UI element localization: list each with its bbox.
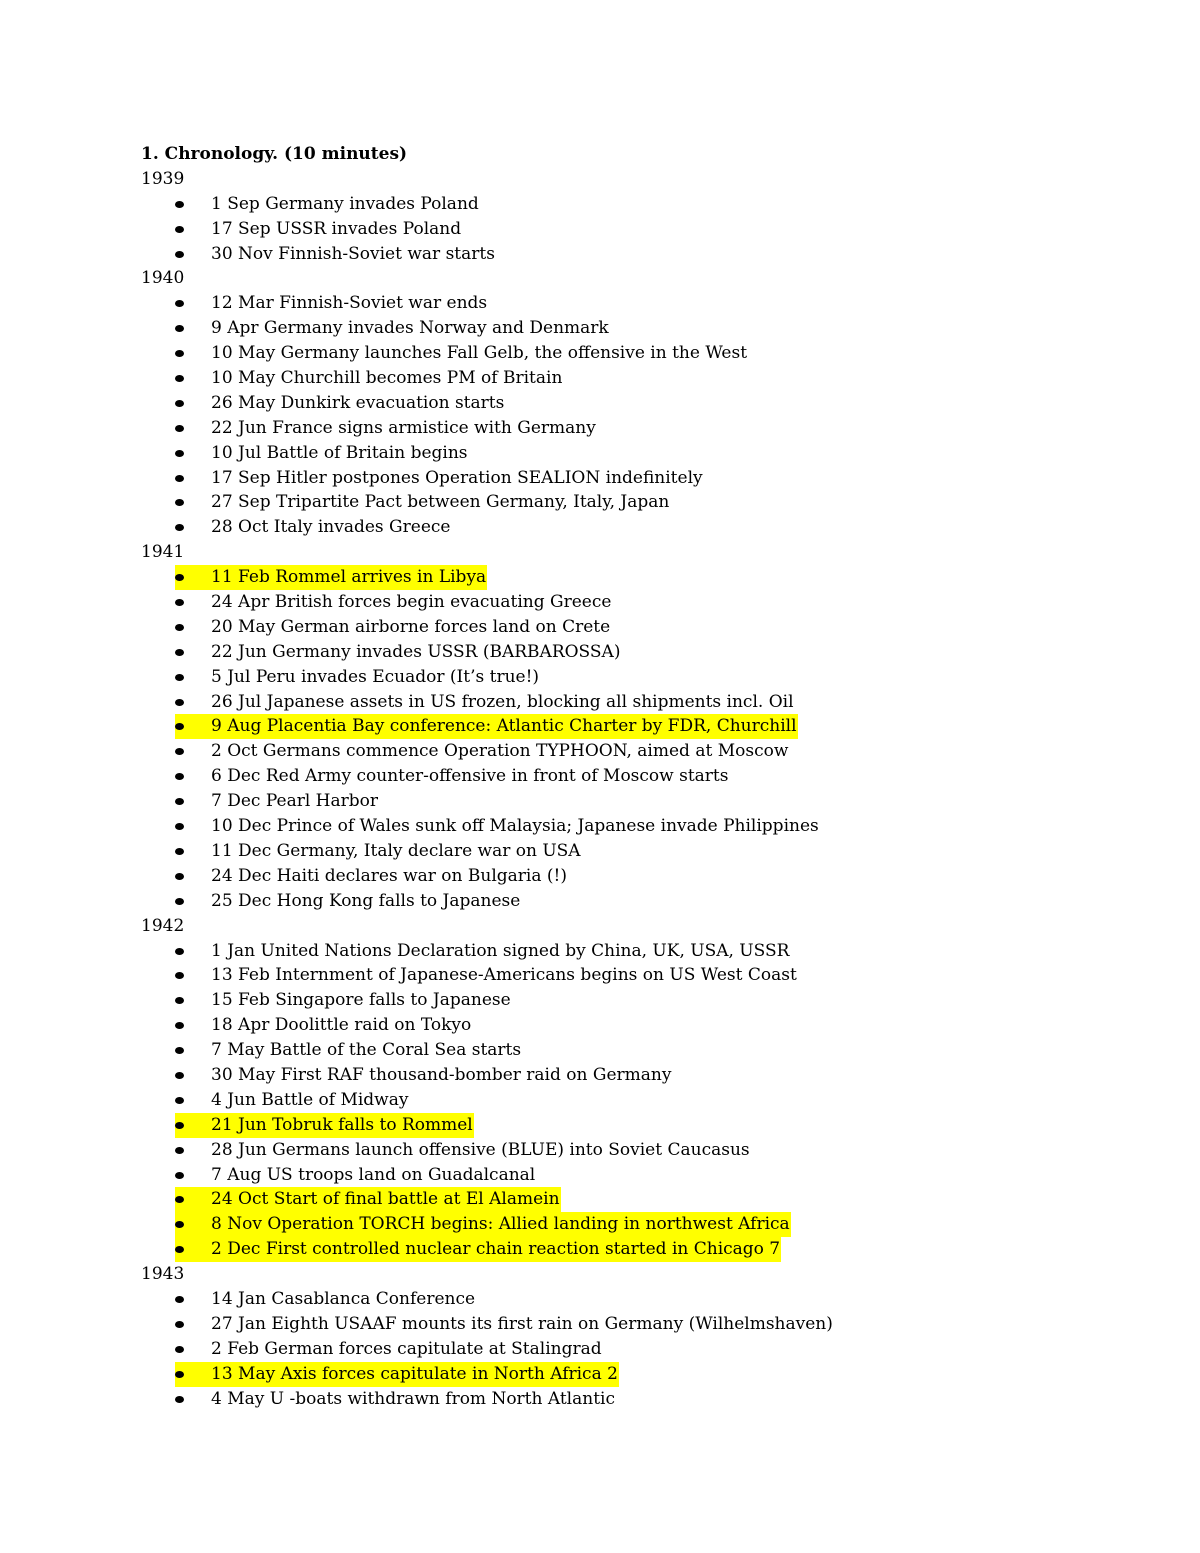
event-list — [141, 291, 1141, 540]
list-item — [141, 1312, 1141, 1337]
bullet-icon — [175, 997, 184, 1004]
year-label: 1939 — [141, 168, 185, 189]
highlighted-list-item — [141, 1187, 1141, 1212]
list-item — [141, 665, 1141, 690]
bullet-icon — [175, 748, 184, 755]
list-item — [141, 739, 1141, 764]
event-text: 17 Sep USSR invades Poland — [211, 218, 462, 239]
event-text: 6 Dec Red Army counter-offensive in front of Moscow starts — [211, 766, 729, 787]
bullet-icon — [175, 1072, 184, 1079]
event-text: 24 Oct Start of final battle at El Alamein — [211, 1187, 561, 1212]
bullet-icon — [175, 350, 184, 357]
event-text: 11 Feb Rommel arrives in Libya — [211, 565, 487, 590]
list-item — [141, 416, 1141, 441]
event-text: 26 May Dunkirk evacuation starts — [211, 392, 505, 413]
event-text: 4 May U -boats withdrawn from North Atlantic — [211, 1388, 615, 1409]
bullet-icon — [175, 649, 184, 656]
highlighted-list-item — [141, 1113, 1141, 1138]
list-item — [141, 839, 1141, 864]
bullet-icon — [175, 798, 184, 805]
list-item — [141, 192, 1141, 217]
bullet-icon — [175, 848, 184, 855]
bullet-icon — [175, 624, 184, 631]
bullet-icon — [175, 773, 184, 780]
event-list — [141, 192, 1141, 267]
bullet-icon — [175, 948, 184, 955]
list-item — [141, 341, 1141, 366]
list-item — [141, 1138, 1141, 1163]
list-item — [141, 939, 1141, 964]
event-text: 26 Jul Japanese assets in US frozen, blocking all shipments incl. Oil — [211, 691, 794, 712]
highlighted-list-item — [141, 1212, 1141, 1237]
event-text: 12 Mar Finnish-Soviet war ends — [211, 293, 488, 314]
bullet-icon — [175, 1371, 184, 1378]
chronology-list — [141, 167, 1141, 1412]
bullet-icon — [175, 873, 184, 880]
list-item — [141, 864, 1141, 889]
event-text: 17 Sep Hitler postpones Operation SEALION indefinitely — [211, 467, 703, 488]
event-text: 21 Jun Tobruk falls to Rommel — [211, 1113, 474, 1138]
list-item — [141, 1287, 1141, 1312]
document-body — [141, 142, 1141, 1411]
list-item — [141, 889, 1141, 914]
list-item — [141, 242, 1141, 267]
event-text: 10 May Churchill becomes PM of Britain — [211, 368, 563, 389]
bullet-icon — [175, 300, 184, 307]
bullet-icon — [175, 524, 184, 531]
bullet-icon — [175, 823, 184, 830]
highlighted-list-item — [141, 565, 1141, 590]
event-text: 2 Oct Germans commence Operation TYPHOON, aimed at Moscow — [211, 741, 789, 762]
event-text: 24 Apr British forces begin evacuating Greece — [211, 592, 612, 613]
event-text: 7 May Battle of the Coral Sea starts — [211, 1040, 522, 1061]
list-item — [141, 466, 1141, 491]
list-item — [141, 963, 1141, 988]
list-item — [141, 515, 1141, 540]
list-item — [141, 640, 1141, 665]
event-text: 22 Jun France signs armistice with Germany — [211, 417, 596, 438]
event-text: 30 Nov Finnish-Soviet war starts — [211, 243, 495, 264]
event-text: 28 Jun Germans launch offensive (BLUE) into Soviet Caucasus — [211, 1139, 750, 1160]
highlighted-list-item — [141, 714, 1141, 739]
year-label: 1943 — [141, 1264, 185, 1285]
bullet-icon — [175, 450, 184, 457]
bullet-icon — [175, 325, 184, 332]
event-text: 8 Nov Operation TORCH begins: Allied landing in northwest Africa — [211, 1212, 791, 1237]
event-text: 5 Jul Peru invades Ecuador (It’s true!) — [211, 666, 540, 687]
event-text: 27 Jan Eighth USAAF mounts its first rain on Germany (Wilhelmshaven) — [211, 1313, 833, 1334]
event-text: 22 Jun Germany invades USSR (BARBAROSSA) — [211, 641, 621, 662]
event-text: 14 Jan Casablanca Conference — [211, 1288, 476, 1309]
list-item — [141, 366, 1141, 391]
event-text: 2 Feb German forces capitulate at Stalingrad — [211, 1338, 602, 1359]
list-item — [141, 1387, 1141, 1412]
event-text: 18 Apr Doolittle raid on Tokyo — [211, 1015, 472, 1036]
bullet-icon — [175, 226, 184, 233]
event-text: 24 Dec Haiti declares war on Bulgaria (!) — [211, 865, 567, 886]
bullet-icon — [175, 1321, 184, 1328]
event-text: 13 Feb Internment of Japanese-Americans begins on US West Coast — [211, 965, 797, 986]
bullet-icon — [175, 599, 184, 606]
bullet-icon — [175, 475, 184, 482]
section-heading: 1. Chronology. (10 minutes) — [141, 144, 408, 164]
bullet-icon — [175, 699, 184, 706]
bullet-icon — [175, 1147, 184, 1154]
list-item — [141, 1063, 1141, 1088]
list-item — [141, 1088, 1141, 1113]
bullet-icon — [175, 1296, 184, 1303]
event-text: 10 Dec Prince of Wales sunk off Malaysia; Japanese invade Philippines — [211, 816, 819, 837]
event-list — [141, 1287, 1141, 1411]
bullet-icon — [175, 898, 184, 905]
event-text: 2 Dec First controlled nuclear chain reaction started in Chicago 7 — [211, 1237, 781, 1262]
list-item — [141, 291, 1141, 316]
bullet-icon — [175, 1022, 184, 1029]
list-item — [141, 690, 1141, 715]
year-label: 1941 — [141, 542, 185, 563]
list-item — [141, 490, 1141, 515]
event-text: 20 May German airborne forces land on Crete — [211, 616, 611, 637]
event-text: 7 Aug US troops land on Guadalcanal — [211, 1164, 536, 1185]
list-item — [141, 1038, 1141, 1063]
list-item — [141, 1163, 1141, 1188]
bullet-icon — [175, 1396, 184, 1403]
event-text: 1 Sep Germany invades Poland — [211, 193, 479, 214]
list-item — [141, 441, 1141, 466]
event-text: 28 Oct Italy invades Greece — [211, 517, 451, 538]
highlighted-list-item — [141, 1237, 1141, 1262]
list-item — [141, 590, 1141, 615]
bullet-icon — [175, 251, 184, 258]
event-text: 4 Jun Battle of Midway — [211, 1089, 409, 1110]
list-item — [141, 217, 1141, 242]
event-text: 7 Dec Pearl Harbor — [211, 791, 379, 812]
event-text: 9 Apr Germany invades Norway and Denmark — [211, 318, 609, 339]
list-item — [141, 615, 1141, 640]
bullet-icon — [175, 1346, 184, 1353]
year-label: 1940 — [141, 268, 185, 289]
event-text: 25 Dec Hong Kong falls to Japanese — [211, 890, 521, 911]
bullet-icon — [175, 375, 184, 382]
event-text: 10 May Germany launches Fall Gelb, the offensive in the West — [211, 343, 748, 364]
bullet-icon — [175, 1122, 184, 1129]
event-text: 27 Sep Tripartite Pact between Germany, Italy, Japan — [211, 492, 670, 513]
bullet-icon — [175, 1172, 184, 1179]
event-text: 15 Feb Singapore falls to Japanese — [211, 990, 511, 1011]
bullet-icon — [175, 972, 184, 979]
event-text: 10 Jul Battle of Britain begins — [211, 442, 468, 463]
bullet-icon — [175, 499, 184, 506]
bullet-icon — [175, 400, 184, 407]
event-list — [141, 939, 1141, 1263]
list-item — [141, 789, 1141, 814]
bullet-icon — [175, 674, 184, 681]
bullet-icon — [175, 1047, 184, 1054]
list-item — [141, 814, 1141, 839]
bullet-icon — [175, 1097, 184, 1104]
event-text: 9 Aug Placentia Bay conference: Atlantic Charter by FDR, Churchill — [211, 714, 798, 739]
event-list — [141, 565, 1141, 913]
event-text: 1 Jan United Nations Declaration signed by China, UK, USA, USSR — [211, 940, 790, 961]
event-text: 30 May First RAF thousand-bomber raid on Germany — [211, 1064, 672, 1085]
year-label: 1942 — [141, 915, 185, 936]
bullet-icon — [175, 201, 184, 208]
highlighted-list-item — [141, 1362, 1141, 1387]
list-item — [141, 1013, 1141, 1038]
event-text: 13 May Axis forces capitulate in North Africa 2 — [211, 1362, 619, 1387]
list-item — [141, 316, 1141, 341]
list-item — [141, 764, 1141, 789]
bullet-icon — [175, 425, 184, 432]
list-item — [141, 1337, 1141, 1362]
list-item — [141, 988, 1141, 1013]
list-item — [141, 391, 1141, 416]
event-text: 11 Dec Germany, Italy declare war on USA — [211, 840, 581, 861]
